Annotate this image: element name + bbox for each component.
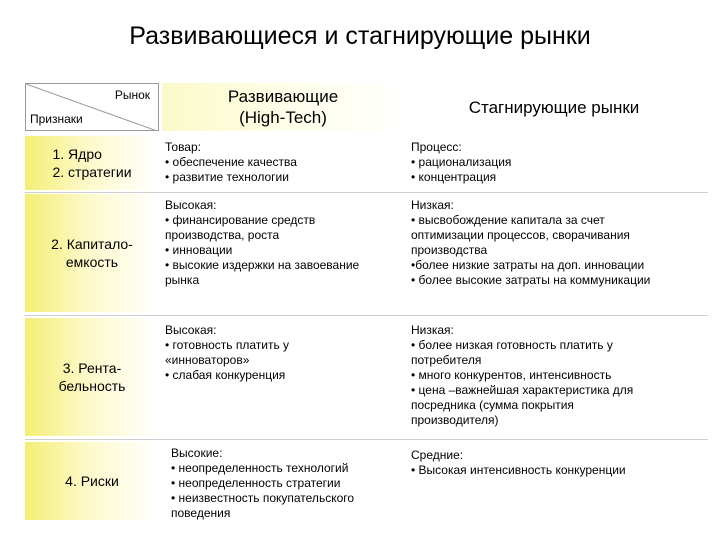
cell-line: • готовность платить у	[165, 338, 290, 352]
cell-line: «инноваторов»	[165, 353, 250, 367]
cell-line: • более высокие затраты на коммуникации	[411, 273, 651, 287]
cell-line: • высокие издержки на завоевание	[165, 258, 360, 272]
cell-heading: Процесс:	[411, 140, 462, 154]
cell-developing-capital	[162, 198, 398, 288]
cell-line: • слабая конкуренция	[165, 368, 286, 382]
cell-stagnating-capital	[408, 198, 708, 288]
cell-line: • неопределенность технологий	[171, 461, 349, 475]
cell-line: • много конкурентов, интенсивность	[411, 368, 612, 382]
cell-line: производства, роста	[165, 228, 280, 242]
row-separator	[25, 192, 708, 193]
cell-line: • неизвестность покупательского	[171, 491, 355, 505]
cell-line: производителя)	[411, 413, 499, 427]
cell-heading: Высокие:	[171, 446, 223, 460]
cell-line: • цена –важнейшая характеристика для	[411, 383, 634, 397]
header-corner-cell	[25, 83, 159, 131]
cell-line: оптимизации процессов, сворачивания	[411, 228, 630, 242]
cell-stagnating-core	[408, 140, 708, 185]
cell-line: производства	[411, 243, 488, 257]
row-label-line: 4. Риски	[65, 473, 119, 489]
row-label-core-strategy	[25, 136, 159, 190]
row-separator	[25, 315, 708, 316]
cell-line: •более низкие затраты на доп. инновации	[411, 258, 645, 272]
cell-line: • более низкая готовность платить у	[411, 338, 613, 352]
cell-line: потребителя	[411, 353, 482, 367]
cell-line: • обеспечение качества	[165, 155, 297, 169]
cell-stagnating-risks	[408, 448, 708, 478]
cell-line: рынка	[165, 273, 200, 287]
cell-developing-core	[162, 140, 398, 185]
cell-line: поведения	[171, 506, 231, 520]
row-separator	[25, 439, 708, 440]
cell-line: • развитие технологии	[165, 170, 289, 184]
cell-line: • неопределенность стратегии	[171, 476, 341, 490]
row-label-line: 2. стратегии	[52, 164, 132, 180]
row-label-line: 2. Капитало-	[51, 236, 133, 252]
row-label-capital-intensity	[25, 194, 159, 312]
header-developing-line1: Развивающие	[227, 87, 339, 106]
cell-line: посредника (сумма покрытия	[411, 398, 574, 412]
cell-developing-risks	[168, 446, 404, 521]
row-label-line: 3. Рента-	[62, 360, 122, 376]
cell-heading: Средние:	[411, 448, 464, 462]
cell-line: • высвобождение капитала за счет	[411, 213, 605, 227]
cell-heading: Высокая:	[165, 198, 217, 212]
page-title: Развивающиеся и стагнирующие рынки	[129, 22, 591, 50]
header-developing	[162, 83, 404, 131]
cell-stagnating-profitability	[408, 323, 708, 428]
cell-heading: Низкая:	[411, 323, 454, 337]
cell-line: • инновации	[165, 243, 233, 257]
cell-heading: Товар:	[165, 140, 201, 154]
corner-features-label: Признаки	[30, 112, 83, 126]
row-label-line: емкость	[65, 254, 119, 270]
row-label-line: 1. Ядро	[52, 146, 102, 162]
cell-line: • концентрация	[411, 170, 497, 184]
row-label-profitability	[25, 318, 159, 436]
header-stagnating: Стагнирующие рынки	[404, 83, 704, 131]
cell-line: • Высокая интенсивность конкуренции	[411, 463, 626, 477]
cell-heading: Высокая:	[165, 323, 217, 337]
row-label-risks	[25, 442, 159, 520]
cell-line: • рационализация	[411, 155, 512, 169]
header-developing-line2: (High-Tech)	[239, 108, 327, 127]
cell-heading: Низкая:	[411, 198, 454, 212]
row-label-line: бельность	[58, 378, 126, 394]
corner-market-label: Рынок	[114, 88, 150, 102]
cell-line: • финансирование средств	[165, 213, 316, 227]
cell-developing-profitability	[162, 323, 398, 383]
